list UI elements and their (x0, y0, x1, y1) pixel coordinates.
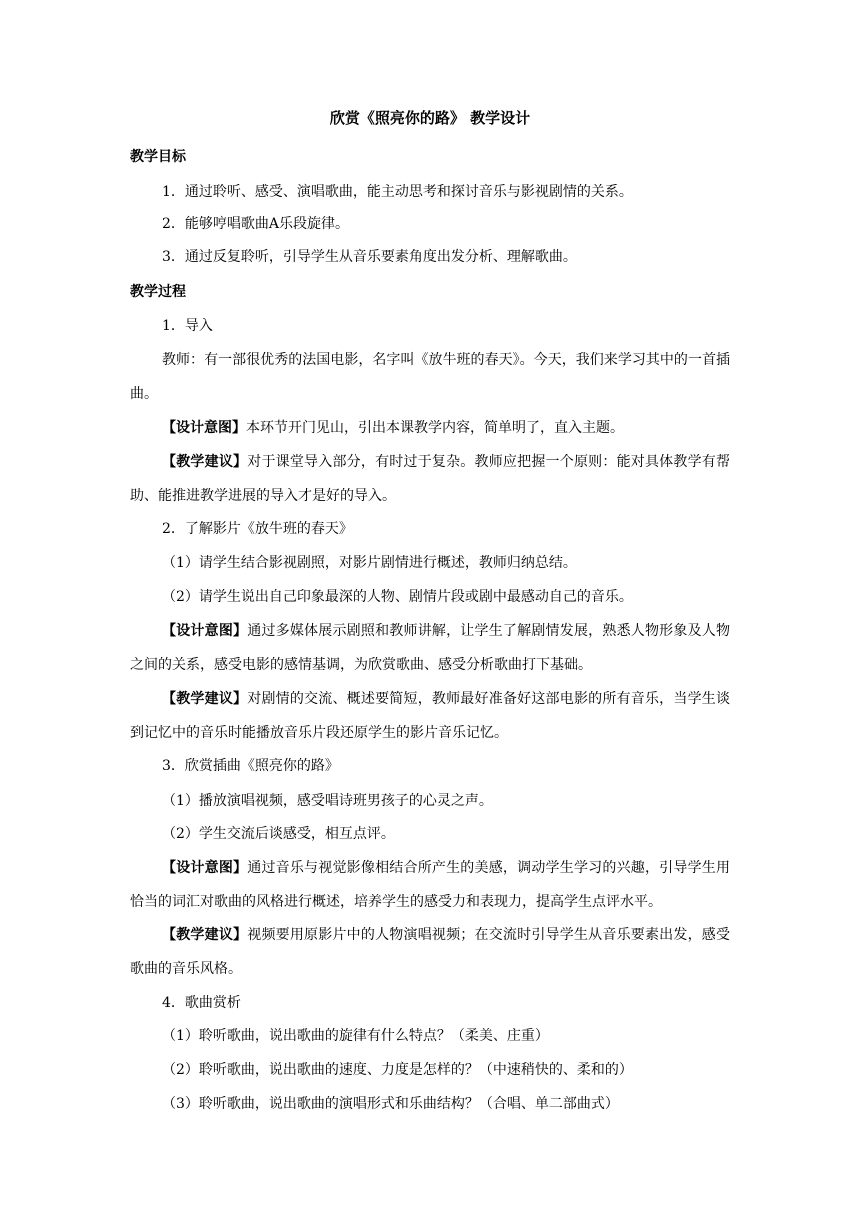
step-3-intent-paragraph (130, 851, 730, 919)
step-3-heading: 3．欣赏插曲《照亮你的路》 (162, 758, 339, 774)
step-3-item-1: （1）播放演唱视频，感受唱诗班男孩子的心灵之声。 (162, 793, 493, 809)
step-4-heading: 4．歌曲赏析 (162, 995, 241, 1011)
goal-item-3: 3．通过反复聆听，引导学生从音乐要素角度出发分析、理解歌曲。 (162, 249, 577, 265)
step-4-item-2: （2）聆听歌曲，说出歌曲的速度、力度是怎样的？（中速稍快的、柔和的） (162, 1062, 633, 1078)
step-2-item-1: （1）请学生结合影视剧照，对影片剧情进行概述，教师归纳总结。 (162, 555, 577, 571)
intent-tag: 【设计意图】 (162, 623, 248, 639)
advice-tag: 【教学建议】 (162, 927, 248, 943)
goal-item-1: 1．通过聆听、感受、演唱歌曲，能主动思考和探讨音乐与影视剧情的关系。 (162, 184, 633, 200)
intent-tag: 【设计意图】 (162, 420, 246, 436)
advice-tag: 【教学建议】 (162, 454, 248, 470)
step-2-advice-paragraph (130, 682, 730, 750)
advice-text: 对剧情的交流、概述要简短，教师最好准备好这部电影的所有音乐，当学生谈到记忆中的音乐时能播放音乐片段还原学生的影片音乐记忆。 (130, 691, 731, 741)
advice-text: 对于课堂导入部分，有时过于复杂。教师应把握一个原则：能对具体教学有帮助、能推进教学进展的导入才是好的导入。 (130, 454, 731, 504)
heading-process: 教学过程 (130, 284, 186, 300)
intent-text: 通过音乐与视觉影像相结合所产生的美感，调动学生学习的兴趣，引导学生用恰当的词汇对歌曲的风格进行概述，培养学生的感受力和表现力，提高学生点评水平。 (130, 860, 731, 910)
step-2-item-2: （2）请学生说出自己印象最深的人物、剧情片段或剧中最感动自己的音乐。 (162, 589, 633, 605)
heading-goals: 教学目标 (130, 149, 186, 165)
step-2-intent-paragraph (130, 614, 730, 682)
intent-text: 本环节开门见山，引出本课教学内容，简单明了，直入主题。 (246, 420, 624, 436)
step-3-advice-paragraph (130, 918, 730, 986)
advice-text: 视频要用原影片中的人物演唱视频；在交流时引导学生从音乐要素出发，感受歌曲的音乐风格。 (130, 927, 731, 977)
step-4-item-3: （3）聆听歌曲，说出歌曲的演唱形式和乐曲结构？（合唱、单二部曲式） (162, 1096, 619, 1112)
step-3-item-2: （2）学生交流后谈感受，相互点评。 (162, 826, 395, 842)
step-1-heading: 1．导入 (162, 318, 213, 334)
step-1-intent-paragraph (130, 411, 730, 445)
step-4-item-1: （1）聆听歌曲，说出歌曲的旋律有什么特点？（柔美、庄重） (162, 1028, 549, 1044)
intent-tag: 【设计意图】 (162, 860, 248, 876)
advice-tag: 【教学建议】 (162, 691, 248, 707)
step-1-advice-paragraph (130, 445, 730, 513)
goal-item-2: 2．能够哼唱歌曲A乐段旋律。 (162, 216, 350, 232)
intent-text: 通过多媒体展示剧照和教师讲解，让学生了解剧情发展，熟悉人物形象及人物之间的关系，感受电影的感情基调，为欣赏歌曲、感受分析歌曲打下基础。 (130, 623, 731, 673)
step-1-teacher-paragraph: 教师：有一部很优秀的法国电影，名字叫《放牛班的春天》。今天，我们来学习其中的一首插曲。 (130, 352, 730, 402)
document-title: 欣赏《照亮你的路》 教学设计 (329, 109, 531, 127)
step-2-heading: 2．了解影片《放牛班的春天》 (162, 521, 353, 537)
